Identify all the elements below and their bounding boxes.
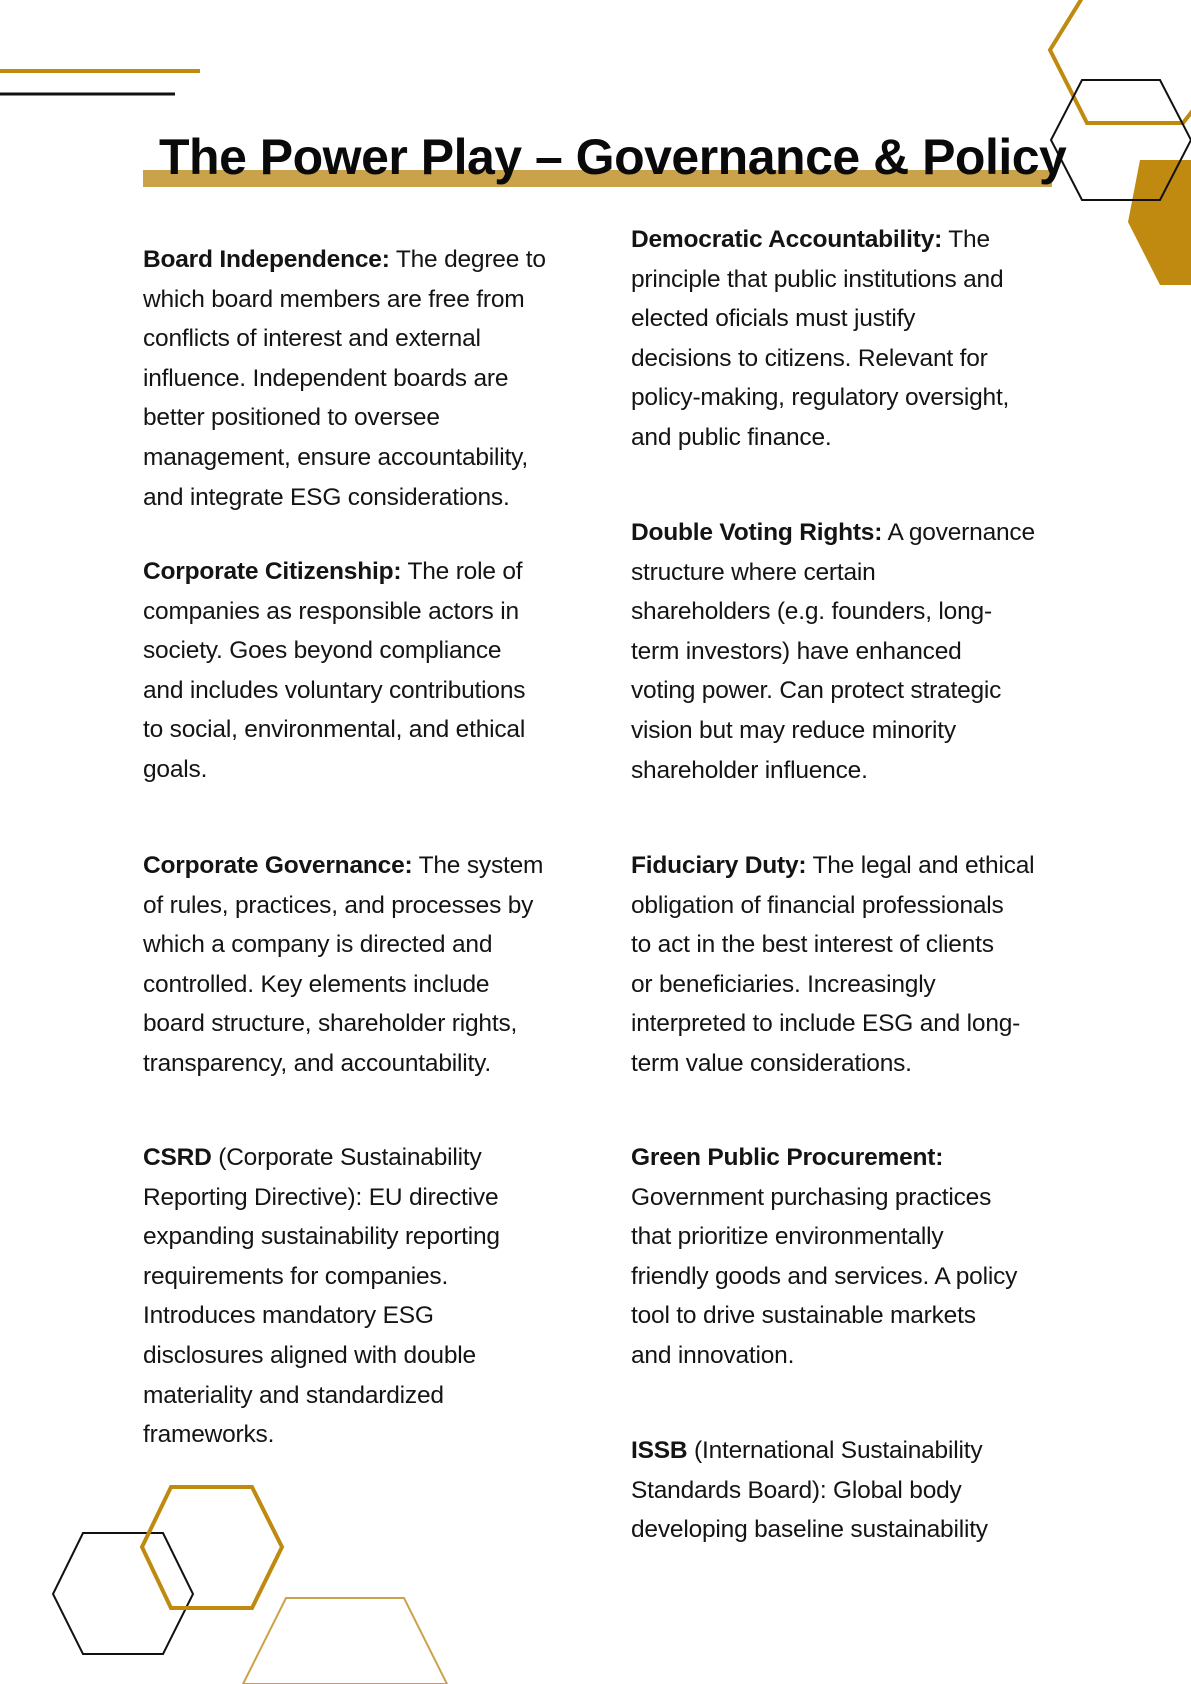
entry-line	[631, 1044, 1091, 1084]
entry-text: materiality and standardized	[143, 1381, 444, 1409]
entry-term: Corporate Governance:	[143, 852, 413, 879]
entry-text: companies as responsible actors in	[143, 597, 519, 625]
entry-term: Corporate Citizenship:	[143, 558, 402, 585]
black-hexagon-outline-bottom	[53, 1533, 193, 1654]
entry-text: (International Sustainability	[687, 1437, 983, 1464]
entry-line	[143, 846, 603, 886]
entry-term: Double Voting Rights:	[631, 519, 883, 546]
entry-text: vision but may reduce minority	[631, 716, 956, 744]
entry-line	[631, 592, 1091, 632]
entry-term: Democratic Accountability:	[631, 226, 943, 253]
glossary-entry	[143, 846, 603, 1084]
black-hexagon-outline-top	[1051, 80, 1191, 200]
entry-line	[143, 1217, 603, 1257]
entry-line	[143, 359, 603, 399]
entry-line	[631, 886, 1091, 926]
entry-text: and public finance.	[631, 423, 832, 451]
entry-text: of rules, practices, and processes by	[143, 891, 534, 919]
entry-text: to social, environmental, and ethical	[143, 716, 526, 744]
entry-line	[143, 750, 603, 790]
entry-text: and innovation.	[631, 1341, 795, 1369]
entry-text: Standards Board): Global body	[631, 1476, 962, 1504]
entry-text: The role of	[401, 558, 523, 585]
entry-text: or beneficiaries. Increasingly	[631, 970, 936, 998]
entry-line	[143, 1004, 603, 1044]
entry-text: influence. Independent boards are	[143, 364, 509, 392]
entry-line	[631, 339, 1091, 379]
entry-text: The legal and ethical	[806, 852, 1035, 879]
entry-term: ISSB	[631, 1437, 688, 1464]
entry-text: requirements for companies.	[143, 1262, 449, 1290]
entry-text: principle that public institutions and	[631, 265, 1004, 293]
entry-line	[143, 1138, 603, 1178]
entry-text: controlled. Key elements include	[143, 970, 490, 998]
entry-line	[143, 1376, 603, 1416]
entry-text: The system	[412, 852, 544, 879]
glossary-entry	[631, 220, 1091, 458]
entry-text: disclosures aligned with double	[143, 1341, 476, 1369]
entry-text: obligation of financial professionals	[631, 891, 1004, 919]
entry-line	[631, 299, 1091, 339]
entry-line	[631, 1471, 1091, 1511]
entry-text: developing baseline sustainability	[631, 1516, 988, 1544]
entry-line	[631, 418, 1091, 458]
entry-text: to act in the best interest of clients	[631, 931, 994, 959]
entry-text: better positioned to oversee	[143, 404, 440, 432]
entry-text: expanding sustainability reporting	[143, 1223, 500, 1251]
entry-text: which board members are free from	[143, 285, 525, 313]
entry-line	[143, 925, 603, 965]
entry-term: Fiduciary Duty:	[631, 852, 807, 879]
entry-text: and includes voluntary contributions	[143, 676, 526, 704]
entry-line	[143, 280, 603, 320]
entry-line	[631, 220, 1091, 260]
entry-line	[143, 710, 603, 750]
entry-text: Introduces mandatory ESG	[143, 1302, 434, 1330]
entry-text: decisions to citizens. Relevant for	[631, 344, 988, 372]
entry-text: interpreted to include ESG and long-	[631, 1010, 1021, 1038]
entry-line	[631, 671, 1091, 711]
entry-line	[631, 513, 1091, 553]
glossary-entry	[631, 846, 1091, 1084]
entry-line	[143, 398, 603, 438]
entry-text: friendly goods and services. A policy	[631, 1262, 1018, 1290]
entry-line	[143, 319, 603, 359]
entry-text: management, ensure accountability,	[143, 443, 528, 471]
entry-line	[143, 1257, 603, 1297]
glossary-entry	[631, 1431, 1091, 1550]
entry-term: CSRD	[143, 1144, 212, 1171]
gold-hexagon-filled	[1128, 160, 1191, 285]
entry-line	[631, 1431, 1091, 1471]
entry-line	[631, 751, 1091, 791]
entry-line	[143, 631, 603, 671]
entry-text: term value considerations.	[631, 1049, 912, 1077]
entry-line	[631, 553, 1091, 593]
entry-line	[143, 1415, 603, 1455]
entry-text: tool to drive sustainable markets	[631, 1302, 976, 1330]
entry-text: which a company is directed and	[143, 931, 493, 959]
entry-line	[143, 1178, 603, 1218]
entry-text: voting power. Can protect strategic	[631, 677, 1002, 705]
entry-line	[631, 1257, 1091, 1297]
entry-text: elected oficials must justify	[631, 305, 916, 333]
entry-line	[631, 1138, 1091, 1178]
entry-line	[143, 552, 603, 592]
entry-text: Government purchasing practices	[631, 1183, 992, 1211]
entry-line	[631, 1510, 1091, 1550]
entry-term: Green Public Procurement:	[631, 1144, 944, 1171]
entry-line	[143, 592, 603, 632]
entry-text: conflicts of interest and external	[143, 325, 481, 353]
glossary-entry	[631, 1138, 1091, 1376]
gold-hexagon-thick-bottom	[142, 1487, 282, 1608]
entry-term: Board Independence:	[143, 246, 390, 273]
entry-line	[143, 1336, 603, 1376]
entry-text: term investors) have enhanced	[631, 637, 962, 665]
entry-text: structure where certain	[631, 558, 876, 586]
entry-text: transparency, and accountability.	[143, 1049, 491, 1077]
entry-line	[631, 1217, 1091, 1257]
entry-line	[143, 240, 603, 280]
entry-text: goals.	[143, 755, 208, 783]
entry-line	[143, 1044, 603, 1084]
entry-line	[631, 260, 1091, 300]
entry-line	[143, 1296, 603, 1336]
entry-text: The	[942, 226, 990, 253]
gold-hexagon-thin-bottom	[243, 1598, 447, 1684]
entry-text: shareholders (e.g. founders, long-	[631, 598, 992, 626]
entry-line	[143, 965, 603, 1005]
page-title: The Power Play – Governance & Policy	[159, 129, 1067, 185]
entry-text: (Corporate Sustainability	[211, 1144, 482, 1171]
entry-text: and integrate ESG considerations.	[143, 483, 510, 511]
entry-line	[143, 886, 603, 926]
entry-text: Reporting Directive): EU directive	[143, 1183, 499, 1211]
entry-line	[143, 671, 603, 711]
entry-line	[143, 478, 603, 518]
entry-line	[631, 1004, 1091, 1044]
entry-text: A governance	[882, 519, 1035, 546]
entry-line	[631, 1296, 1091, 1336]
entry-line	[143, 438, 603, 478]
entry-text: frameworks.	[143, 1421, 275, 1449]
gold-hexagon-outline-top	[1050, 0, 1191, 123]
entry-text: that prioritize environmentally	[631, 1223, 944, 1251]
glossary-entry	[143, 240, 603, 517]
glossary-entry	[143, 552, 603, 790]
entry-text: The degree to	[389, 246, 546, 273]
entry-line	[631, 711, 1091, 751]
entry-line	[631, 965, 1091, 1005]
glossary-entry	[143, 1138, 603, 1455]
glossary-entry	[631, 513, 1091, 790]
entry-text: shareholder influence.	[631, 756, 868, 784]
entry-line	[631, 1178, 1091, 1218]
entry-line	[631, 632, 1091, 672]
entry-text: policy-making, regulatory oversight,	[631, 384, 1010, 412]
entry-line	[631, 378, 1091, 418]
entry-line	[631, 846, 1091, 886]
entry-line	[631, 1336, 1091, 1376]
entry-text: board structure, shareholder rights,	[143, 1010, 518, 1038]
entry-line	[631, 925, 1091, 965]
entry-text: society. Goes beyond compliance	[143, 637, 502, 665]
